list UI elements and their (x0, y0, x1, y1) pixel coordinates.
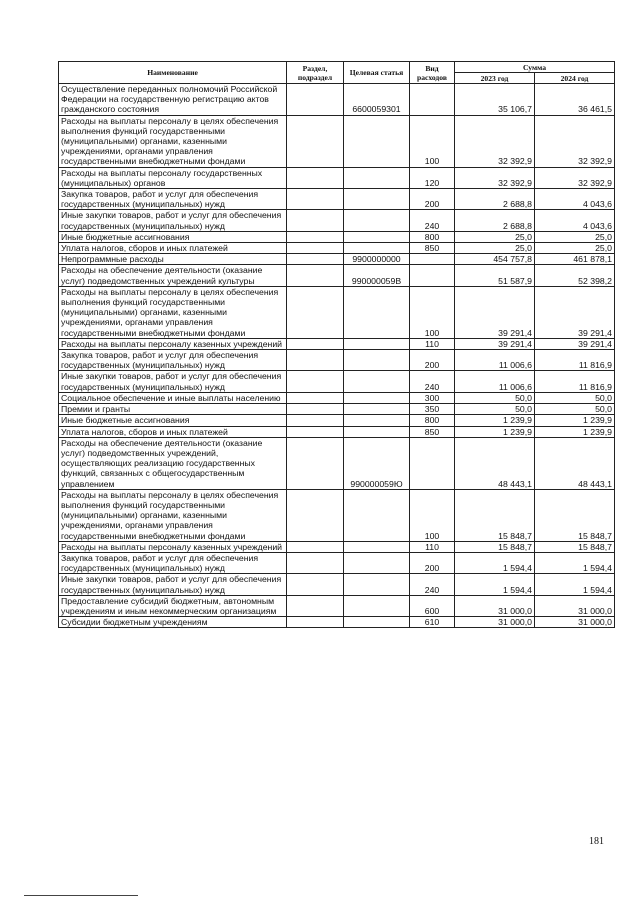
row-target (344, 231, 410, 242)
table-row (59, 595, 615, 616)
row-target (344, 243, 410, 254)
row-target: 990000059Ю (344, 437, 410, 489)
row-target (344, 210, 410, 231)
table-row (59, 415, 615, 426)
table-row (59, 552, 615, 573)
row-sum-2023: 454 757,8 (455, 254, 535, 265)
row-sum-2023: 32 392,9 (455, 115, 535, 167)
row-target (344, 371, 410, 392)
row-sum-2024: 39 291,4 (535, 286, 615, 338)
row-type: 100 (410, 115, 455, 167)
row-sum-2024: 15 848,7 (535, 541, 615, 552)
row-target: 990000059В (344, 265, 410, 286)
row-target (344, 350, 410, 371)
row-target (344, 552, 410, 573)
row-target (344, 115, 410, 167)
table-row (59, 338, 615, 349)
table-row (59, 243, 615, 254)
row-section (287, 437, 344, 489)
row-section (287, 167, 344, 188)
table-row (59, 189, 615, 210)
row-type: 200 (410, 350, 455, 371)
row-sum-2023: 51 587,9 (455, 265, 535, 286)
row-section (287, 595, 344, 616)
row-type (410, 437, 455, 489)
table-row (59, 254, 615, 265)
row-sum-2023: 1 239,9 (455, 426, 535, 437)
row-sum-2024: 1 594,4 (535, 574, 615, 595)
table-row (59, 371, 615, 392)
row-sum-2023: 2 688,8 (455, 189, 535, 210)
budget-table (58, 61, 615, 628)
row-sum-2024: 31 000,0 (535, 617, 615, 628)
row-type: 120 (410, 167, 455, 188)
row-type: 110 (410, 541, 455, 552)
table-row (59, 167, 615, 188)
table-row (59, 265, 615, 286)
table-row (59, 437, 615, 489)
row-sum-2024: 36 461,5 (535, 84, 615, 116)
row-sum-2023: 15 848,7 (455, 489, 535, 541)
row-sum-2023: 1 594,4 (455, 552, 535, 573)
row-section (287, 265, 344, 286)
row-type: 850 (410, 426, 455, 437)
row-sum-2023: 50,0 (455, 392, 535, 403)
row-type: 800 (410, 231, 455, 242)
row-name: Субсидии бюджетным учреждениям (59, 617, 287, 628)
row-name: Расходы на выплаты персоналу в целях обеспечения выполнения функций государственными (муниципальными) органами, казенными учреждениями, органами управления государственными внебюджетными фондами (59, 489, 287, 541)
table-row (59, 350, 615, 371)
row-name: Премии и гранты (59, 404, 287, 415)
row-section (287, 392, 344, 403)
row-name: Закупка товаров, работ и услуг для обеспечения государственных (муниципальных) нужд (59, 189, 287, 210)
row-sum-2024: 461 878,1 (535, 254, 615, 265)
row-sum-2024: 52 398,2 (535, 265, 615, 286)
row-type: 100 (410, 286, 455, 338)
row-section (287, 617, 344, 628)
row-type: 240 (410, 371, 455, 392)
table-row (59, 231, 615, 242)
row-type: 600 (410, 595, 455, 616)
row-sum-2023: 11 006,6 (455, 371, 535, 392)
row-type: 240 (410, 574, 455, 595)
row-sum-2023: 31 000,0 (455, 617, 535, 628)
row-section (287, 552, 344, 573)
row-name: Иные закупки товаров, работ и услуг для обеспечения государственных (муниципальных) нужд (59, 574, 287, 595)
header-type: Вид расходов (410, 62, 455, 84)
row-section (287, 371, 344, 392)
row-section (287, 189, 344, 210)
row-target (344, 189, 410, 210)
row-name: Иные закупки товаров, работ и услуг для обеспечения государственных (муниципальных) нужд (59, 371, 287, 392)
row-name: Расходы на выплаты персоналу государственных (муниципальных) органов (59, 167, 287, 188)
row-name: Расходы на обеспечение деятельности (оказание услуг) подведомственных учреждений, осуществляющих реализацию государственных функций, связанных с общегосударственным управлением (59, 437, 287, 489)
row-section (287, 350, 344, 371)
row-target (344, 617, 410, 628)
page-number: 181 (589, 836, 604, 847)
header-name: Наименование (59, 62, 287, 84)
row-target (344, 404, 410, 415)
row-sum-2024: 15 848,7 (535, 489, 615, 541)
header-section: Раздел, подраздел (287, 62, 344, 84)
row-name: Непрограммные расходы (59, 254, 287, 265)
table-row (59, 115, 615, 167)
row-section (287, 426, 344, 437)
row-sum-2023: 32 392,9 (455, 167, 535, 188)
row-sum-2024: 31 000,0 (535, 595, 615, 616)
row-type: 350 (410, 404, 455, 415)
row-target (344, 574, 410, 595)
table-row (59, 426, 615, 437)
row-type (410, 254, 455, 265)
table-row (59, 404, 615, 415)
row-sum-2024: 4 043,6 (535, 189, 615, 210)
footnote-rule (24, 895, 138, 896)
row-name: Расходы на обеспечение деятельности (оказание услуг) подведомственных учреждений культуры (59, 265, 287, 286)
row-sum-2024: 25,0 (535, 231, 615, 242)
row-type: 110 (410, 338, 455, 349)
row-name: Предоставление субсидий бюджетным, автономным учреждениям и иным некоммерческим организациям (59, 595, 287, 616)
row-type: 800 (410, 415, 455, 426)
row-section (287, 84, 344, 116)
row-name: Социальное обеспечение и иные выплаты населению (59, 392, 287, 403)
row-type: 850 (410, 243, 455, 254)
row-sum-2023: 1 239,9 (455, 415, 535, 426)
row-type: 200 (410, 552, 455, 573)
row-sum-2024: 32 392,9 (535, 167, 615, 188)
header-target: Целевая статья (344, 62, 410, 84)
row-type: 610 (410, 617, 455, 628)
row-sum-2024: 11 816,9 (535, 371, 615, 392)
row-name: Уплата налогов, сборов и иных платежей (59, 243, 287, 254)
table-row (59, 617, 615, 628)
row-sum-2023: 1 594,4 (455, 574, 535, 595)
row-type: 240 (410, 210, 455, 231)
row-sum-2024: 1 239,9 (535, 415, 615, 426)
row-sum-2024: 1 239,9 (535, 426, 615, 437)
row-target (344, 286, 410, 338)
row-name: Осуществление переданных полномочий Российской Федерации на государственную регистрацию актов гражданского состояния (59, 84, 287, 116)
row-section (287, 254, 344, 265)
row-sum-2024: 50,0 (535, 392, 615, 403)
row-target (344, 595, 410, 616)
row-sum-2024: 25,0 (535, 243, 615, 254)
row-type: 200 (410, 189, 455, 210)
row-section (287, 231, 344, 242)
row-type (410, 265, 455, 286)
row-section (287, 243, 344, 254)
row-sum-2024: 32 392,9 (535, 115, 615, 167)
row-name: Расходы на выплаты персоналу казенных учреждений (59, 338, 287, 349)
row-sum-2023: 35 106,7 (455, 84, 535, 116)
row-target: 6600059301 (344, 84, 410, 116)
row-section (287, 489, 344, 541)
table-row (59, 286, 615, 338)
row-name: Расходы на выплаты персоналу казенных учреждений (59, 541, 287, 552)
row-name: Иные бюджетные ассигнования (59, 231, 287, 242)
row-target (344, 167, 410, 188)
row-section (287, 115, 344, 167)
row-target (344, 489, 410, 541)
row-sum-2024: 39 291,4 (535, 338, 615, 349)
row-sum-2024: 50,0 (535, 404, 615, 415)
row-sum-2024: 1 594,4 (535, 552, 615, 573)
row-name: Уплата налогов, сборов и иных платежей (59, 426, 287, 437)
row-section (287, 415, 344, 426)
row-sum-2023: 25,0 (455, 231, 535, 242)
row-target (344, 415, 410, 426)
table-row (59, 392, 615, 403)
row-section (287, 404, 344, 415)
row-name: Закупка товаров, работ и услуг для обеспечения государственных (муниципальных) нужд (59, 552, 287, 573)
row-section (287, 541, 344, 552)
row-sum-2023: 2 688,8 (455, 210, 535, 231)
row-section (287, 574, 344, 595)
row-sum-2023: 31 000,0 (455, 595, 535, 616)
row-name: Иные закупки товаров, работ и услуг для обеспечения государственных (муниципальных) нужд (59, 210, 287, 231)
row-sum-2023: 25,0 (455, 243, 535, 254)
table-row (59, 84, 615, 116)
row-sum-2024: 4 043,6 (535, 210, 615, 231)
row-name: Расходы на выплаты персоналу в целях обеспечения выполнения функций государственными (муниципальными) органами, казенными учреждениями, органами управления государственными внебюджетными фондами (59, 286, 287, 338)
header-year-2023: 2023 год (455, 73, 535, 84)
table-row (59, 541, 615, 552)
row-sum-2023: 48 443,1 (455, 437, 535, 489)
row-type (410, 84, 455, 116)
table-row (59, 489, 615, 541)
row-sum-2023: 50,0 (455, 404, 535, 415)
row-target (344, 338, 410, 349)
table-body (59, 84, 615, 628)
row-target (344, 426, 410, 437)
row-type: 300 (410, 392, 455, 403)
row-name: Иные бюджетные ассигнования (59, 415, 287, 426)
table-row (59, 210, 615, 231)
row-sum-2023: 39 291,4 (455, 338, 535, 349)
row-section (287, 338, 344, 349)
row-target: 9900000000 (344, 254, 410, 265)
table-header (59, 62, 615, 84)
row-target (344, 541, 410, 552)
row-sum-2023: 39 291,4 (455, 286, 535, 338)
row-name: Расходы на выплаты персоналу в целях обеспечения выполнения функций государственными (муниципальными) органами, казенными учреждениями, органами управления государственными внебюджетными фондами (59, 115, 287, 167)
row-type: 100 (410, 489, 455, 541)
row-sum-2023: 11 006,6 (455, 350, 535, 371)
table-row (59, 574, 615, 595)
row-name: Закупка товаров, работ и услуг для обеспечения государственных (муниципальных) нужд (59, 350, 287, 371)
row-section (287, 210, 344, 231)
row-target (344, 392, 410, 403)
row-section (287, 286, 344, 338)
row-sum-2024: 48 443,1 (535, 437, 615, 489)
row-sum-2024: 11 816,9 (535, 350, 615, 371)
header-year-2024: 2024 год (535, 73, 615, 84)
header-sum: Сумма (455, 62, 615, 73)
row-sum-2023: 15 848,7 (455, 541, 535, 552)
